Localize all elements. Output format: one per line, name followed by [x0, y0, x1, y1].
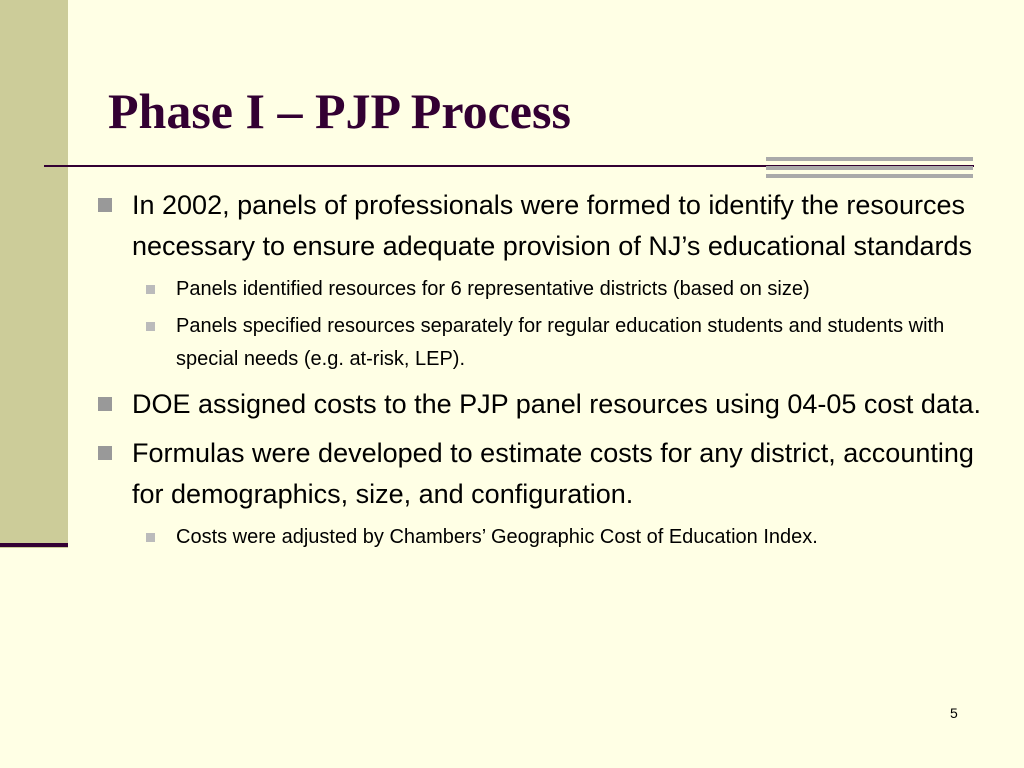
slide-body: [96, 185, 1001, 562]
bullet-item: [96, 433, 1001, 515]
sub-bullet-list: [96, 521, 1001, 554]
sub-bullet-list: [96, 273, 1001, 376]
slide-title: Phase I – PJP Process: [108, 83, 571, 139]
bullet-list: [96, 185, 1001, 554]
sub-bullet-item: [96, 273, 1001, 306]
square-bullet-icon: [146, 322, 155, 331]
sub-bullet-text: Panels identified resources for 6 representative districts (based on size): [176, 278, 810, 300]
divider-accent-stripes: [766, 157, 973, 178]
square-bullet-icon: [146, 533, 155, 542]
sub-bullet-group: [96, 273, 1001, 376]
bullet-item: [96, 384, 1001, 425]
square-bullet-icon: [146, 285, 155, 294]
sub-bullet-text: Costs were adjusted by Chambers’ Geographic Cost of Education Index.: [176, 526, 818, 548]
square-bullet-icon: [98, 198, 112, 212]
slide-number: 5: [950, 705, 958, 721]
sub-bullet-item: [96, 310, 1001, 376]
sub-bullet-item: [96, 521, 1001, 554]
left-accent-line: [0, 543, 68, 547]
bullet-text: DOE assigned costs to the PJP panel resources using 04-05 cost data.: [132, 389, 981, 419]
square-bullet-icon: [98, 397, 112, 411]
bullet-text: Formulas were developed to estimate costs for any district, accounting for demographics, size, and configuration.: [132, 438, 974, 509]
bullet-item: [96, 185, 1001, 267]
sub-bullet-group: [96, 521, 1001, 554]
sub-bullet-text: Panels specified resources separately for regular education students and students with special needs (e.g. at-risk, LEP).: [176, 315, 945, 370]
bullet-text: In 2002, panels of professionals were formed to identify the resources necessary to ensure adequate provision of NJ’s educational standards: [132, 190, 973, 261]
square-bullet-icon: [98, 446, 112, 460]
left-decorative-bar: [0, 0, 68, 548]
